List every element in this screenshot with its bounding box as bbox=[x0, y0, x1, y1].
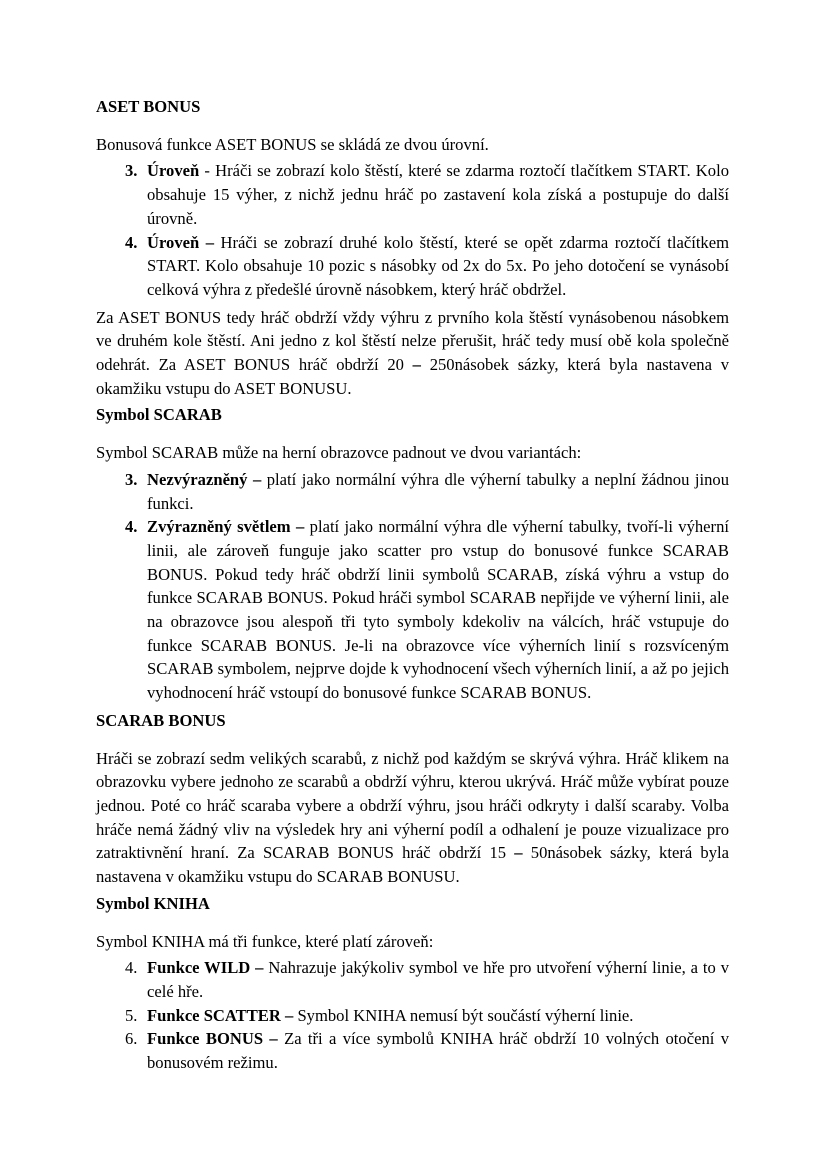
section-symbol-kniha bbox=[96, 892, 729, 1075]
numbered-list bbox=[96, 468, 729, 705]
paragraph-text: Za ASET BONUS tedy hráč obdrží vždy výhru z prvního kola štěstí vynásobenou násobkem ve druhém kole štěstí. Ani jedno z kol štěstí nelze přerušit, hráč tedy musí obě kola společně odehrát. Za ASET BONUS hráč obdrží 20 bbox=[96, 307, 729, 375]
list-item-text: Nahrazuje jakýkoliv symbol ve hře pro utvoření výherní linie, a to v celé hře. bbox=[147, 958, 729, 1001]
paragraph-text: 50násobek sázky, která byla nastavena v okamžiku vstupu do SCARAB BONUSU. bbox=[96, 843, 729, 887]
list-item-label: Úroveň – bbox=[147, 232, 215, 252]
section-symbol-scarab bbox=[96, 403, 729, 704]
body-paragraph bbox=[96, 747, 729, 889]
list-item-text: platí jako normální výhra dle výherní tabulky, tvoří-li výherní linii, ale zároveň funguje jako scatter pro vstup do bonusové funkce SCARAB BONUS. Pokud tedy hráč obdrží linii symbolů SCARAB, získá výhru a vstup do funkce SCARAB BONUS. Pokud hráči symbol SCARAB nepřijde ve výherní linii, ale na obrazovce jsou alespoň tři tyto symboly kdekoliv na válcích, hráč vstupuje do funkce SCARAB BONUS. Je-li na obrazovce více výherních linií s rozsvíceným SCARAB symbolem, nejprve dojde k vyhodnocení všech výherních linií, a až po jejich vyhodnocení hráč vstoupí do bonusové funkce SCARAB BONUS. bbox=[147, 517, 729, 703]
numbered-list bbox=[96, 159, 729, 301]
section-heading: SCARAB BONUS bbox=[96, 710, 226, 730]
list-item-label: Funkce SCATTER – bbox=[147, 1005, 294, 1025]
bold-dash: – bbox=[412, 355, 421, 375]
list-item bbox=[96, 468, 729, 515]
section-scarab-bonus bbox=[96, 709, 729, 889]
list-item-text: Za tři a více symbolů KNIHA hráč obdrží 10 volných otočení v bonusovém režimu. bbox=[147, 1029, 729, 1073]
closing-paragraph bbox=[96, 306, 729, 401]
section-heading: Symbol KNIHA bbox=[96, 893, 210, 913]
list-item-text: - Hráči se zobrazí kolo štěstí, které se zdarma roztočí tlačítkem START. Kolo obsahuje 15 výher, z nichž jednu hráč po zastavení kola získá a postupuje do další úrovně. bbox=[147, 161, 729, 228]
list-item-label: Nezvýrazněný – bbox=[147, 469, 262, 489]
list-item bbox=[96, 956, 729, 1003]
numbered-list bbox=[96, 956, 729, 1075]
intro-paragraph: Bonusová funkce ASET BONUS se skládá ze dvou úrovní. bbox=[96, 134, 489, 154]
list-item bbox=[96, 231, 729, 302]
list-item-label: Funkce WILD – bbox=[147, 958, 264, 978]
section-aset-bonus bbox=[96, 95, 729, 400]
intro-paragraph: Symbol KNIHA má tři funkce, které platí zároveň: bbox=[96, 931, 434, 951]
list-item-label: Funkce BONUS – bbox=[147, 1029, 278, 1049]
list-item-number: 4. bbox=[125, 232, 138, 252]
list-item-number: 4. bbox=[125, 958, 138, 978]
list-item-text: Symbol KNIHA nemusí být součástí výherní linie. bbox=[293, 1005, 634, 1025]
list-item-number: 5. bbox=[125, 1005, 138, 1025]
list-item-label: Úroveň bbox=[147, 161, 200, 181]
bold-dash: – bbox=[514, 843, 523, 863]
list-item bbox=[96, 515, 729, 705]
list-item-text: platí jako normální výhra dle výherní tabulky a neplní žádnou jinou funkci. bbox=[147, 469, 729, 513]
list-item bbox=[96, 1027, 729, 1074]
list-item bbox=[96, 1004, 729, 1028]
paragraph-text: Hráči se zobrazí sedm velikých scarabů, z nichž pod každým se skrývá výhra. Hráč klikem na obrazovku vybere jednoho ze scarabů a obdrží výhru, kterou ukrývá. Hráč může vybírat pouze jednou. Poté co hráč scaraba vybere a obdrží výhru, jsou hráči odkryty i další scaraby. Volba hráče nemá žádný vliv na výsledek hry ani výherní podíl a odhalení je pouze vizualizace pro zatraktivnění hraní. Za SCARAB BONUS hráč obdrží 15 bbox=[96, 748, 729, 863]
list-item-number: 3. bbox=[125, 469, 138, 489]
intro-paragraph: Symbol SCARAB může na herní obrazovce padnout ve dvou variantách: bbox=[96, 443, 582, 463]
paragraph-text: 250násobek sázky, která byla nastavena v okamžiku vstupu do ASET BONUSU. bbox=[96, 355, 729, 398]
section-heading: ASET BONUS bbox=[96, 97, 201, 116]
list-item bbox=[96, 159, 729, 230]
list-item-label: Zvýrazněný světlem – bbox=[147, 517, 305, 537]
list-item-number: 3. bbox=[125, 161, 138, 181]
list-item-text: Hráči se zobrazí druhé kolo štěstí, které se opět zdarma roztočí tlačítkem START. Kolo obsahuje 10 pozic s násobky od 2x do 5x. Po jeho dotočení se vynásobí celková výhra z předešlé úrovně násobkem, který hráč obdržel. bbox=[147, 232, 729, 299]
section-heading: Symbol SCARAB bbox=[96, 405, 222, 425]
list-item-number: 6. bbox=[125, 1029, 138, 1049]
list-item-number: 4. bbox=[125, 517, 138, 537]
